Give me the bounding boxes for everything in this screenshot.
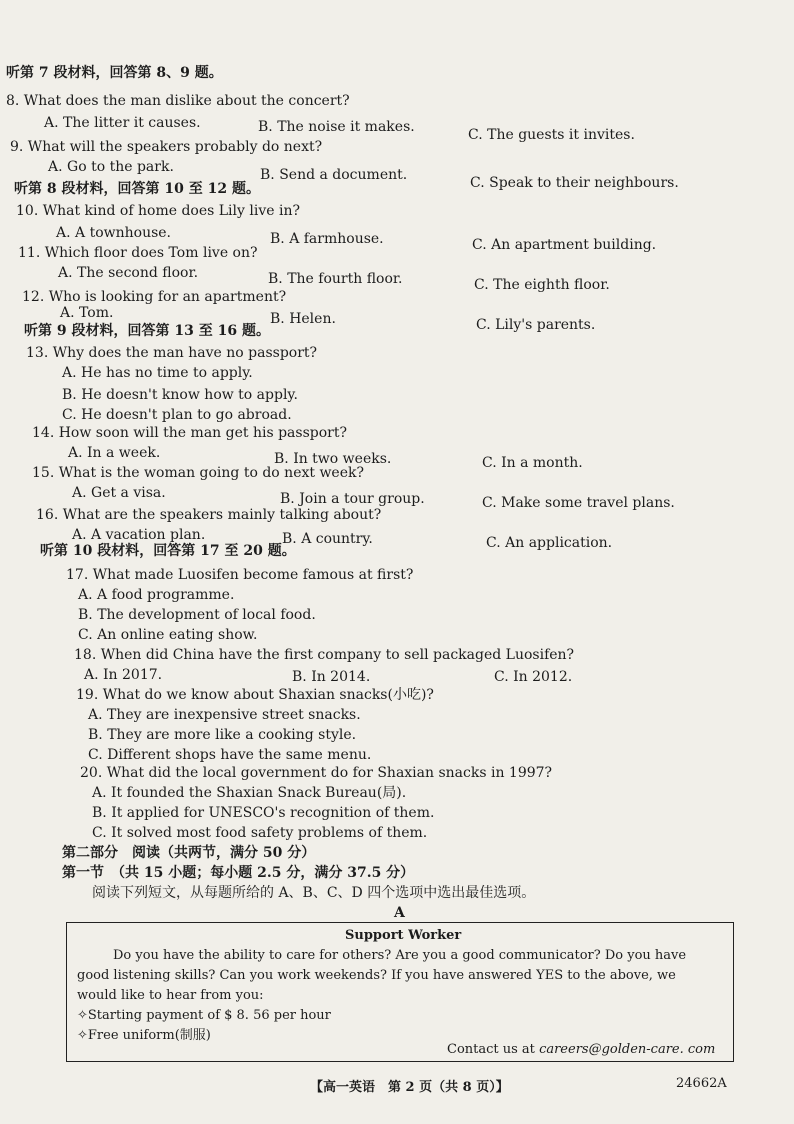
q9-option-b: B. Send a document. [260, 167, 408, 183]
q15-option-b: B. Join a tour group. [280, 491, 425, 507]
paper-code: 24662A [676, 1076, 727, 1091]
question-13: 13. Why does the man have no passport? [26, 345, 318, 361]
q17-option-c: C. An online eating show. [78, 627, 258, 643]
section-header-m9: 听第 9 段材料，回答第 13 至 16 题。 [24, 323, 270, 339]
question-12: 12. Who is looking for an apartment? [22, 289, 287, 305]
part-two-header: 第二部分 阅读（共两节，满分 50 分） [62, 845, 316, 861]
q8-option-a: A. The litter it causes. [44, 115, 201, 131]
q20-option-c: C. It solved most food safety problems of them. [92, 825, 428, 841]
section-header-m7: 听第 7 段材料，回答第 8、9 题。 [6, 65, 223, 81]
ad-title: Support Worker [345, 928, 462, 943]
q15-option-a: A. Get a visa. [72, 485, 166, 501]
q17-option-b: B. The development of local food. [78, 607, 316, 623]
q10-option-b: B. A farmhouse. [270, 231, 384, 247]
q9-option-a: A. Go to the park. [48, 159, 174, 175]
q19-option-c: C. Different shops have the same menu. [88, 747, 372, 763]
question-20: 20. What did the local government do for Shaxian snacks in 1997? [80, 765, 553, 781]
ad-bullet-uniform: ✧Free uniform(制服) [77, 1028, 211, 1043]
section-header-m8: 听第 8 段材料，回答第 10 至 12 题。 [14, 181, 260, 197]
question-19: 19. What do we know about Shaxian snacks(小吃)? [76, 687, 434, 703]
q12-option-b: B. Helen. [270, 311, 336, 327]
q13-option-c: C. He doesn't plan to go abroad. [62, 407, 292, 423]
section-one-header: 第一节 （共 15 小题；每小题 2.5 分，满分 37.5 分） [62, 865, 415, 881]
q10-option-c: C. An apartment building. [472, 237, 657, 253]
q12-option-c: C. Lily's parents. [476, 317, 596, 333]
page-footer: 【高一英语 第 2 页（共 8 页）】 [310, 1080, 509, 1095]
q19-option-b: B. They are more like a cooking style. [88, 727, 357, 743]
q18-option-c: C. In 2012. [494, 669, 573, 685]
q8-option-b: B. The noise it makes. [258, 119, 415, 135]
question-17: 17. What made Luosifen become famous at first? [66, 567, 414, 583]
question-11: 11. Which floor does Tom live on? [18, 245, 258, 261]
question-9: 9. What will the speakers probably do next? [10, 139, 323, 155]
q13-option-b: B. He doesn't know how to apply. [62, 387, 298, 403]
q10-option-a: A. A townhouse. [56, 225, 172, 241]
ad-contact-email[interactable]: careers@golden-care. com [539, 1042, 716, 1057]
question-8: 8. What does the man dislike about the concert? [6, 93, 350, 109]
passage-letter: A [394, 905, 405, 921]
q19-option-a: A. They are inexpensive street snacks. [88, 707, 361, 723]
reading-instruction: 阅读下列短文，从每题所给的 A、B、C、D 四个选项中选出最佳选项。 [92, 885, 536, 901]
question-16: 16. What are the speakers mainly talking about? [36, 507, 382, 523]
q15-option-c: C. Make some travel plans. [482, 495, 675, 511]
section-header-m10: 听第 10 段材料，回答第 17 至 20 题。 [40, 543, 296, 559]
ad-body-line-1: Do you have the ability to care for others? Are you a good communicator? Do you have [113, 948, 687, 963]
q17-option-a: A. A food programme. [78, 587, 235, 603]
ad-contact [447, 1041, 715, 1059]
q16-option-b: B. A country. [282, 531, 373, 547]
q13-option-a: A. He has no time to apply. [62, 365, 253, 381]
ad-bullet-payment: ✧Starting payment of $ 8. 56 per hour [77, 1008, 331, 1023]
q11-option-b: B. The fourth floor. [268, 271, 403, 287]
q20-option-a: A. It founded the Shaxian Snack Bureau(局). [92, 785, 407, 801]
support-worker-ad [66, 922, 734, 1062]
ad-body-line-2: good listening skills? Can you work weekends? If you have answered YES to the above, we [77, 968, 676, 983]
q11-option-a: A. The second floor. [58, 265, 199, 281]
q14-option-b: B. In two weeks. [274, 451, 392, 467]
q14-option-c: C. In a month. [482, 455, 583, 471]
q18-option-a: A. In 2017. [84, 667, 163, 683]
question-15: 15. What is the woman going to do next week? [32, 465, 364, 481]
q18-option-b: B. In 2014. [292, 669, 371, 685]
question-10: 10. What kind of home does Lily live in? [16, 203, 300, 219]
q16-option-a: A. A vacation plan. [72, 527, 206, 543]
ad-body-line-3: would like to hear from you: [77, 988, 264, 1003]
q14-option-a: A. In a week. [68, 445, 161, 461]
ad-contact-prefix: Contact us at [447, 1042, 535, 1057]
question-18: 18. When did China have the first company to sell packaged Luosifen? [74, 647, 575, 663]
q11-option-c: C. The eighth floor. [474, 277, 610, 293]
q20-option-b: B. It applied for UNESCO's recognition of them. [92, 805, 435, 821]
q8-option-c: C. The guests it invites. [468, 127, 635, 143]
q16-option-c: C. An application. [486, 535, 613, 551]
q12-option-a: A. Tom. [60, 305, 114, 321]
question-14: 14. How soon will the man get his passport? [32, 425, 347, 441]
q9-option-c: C. Speak to their neighbours. [470, 175, 679, 191]
